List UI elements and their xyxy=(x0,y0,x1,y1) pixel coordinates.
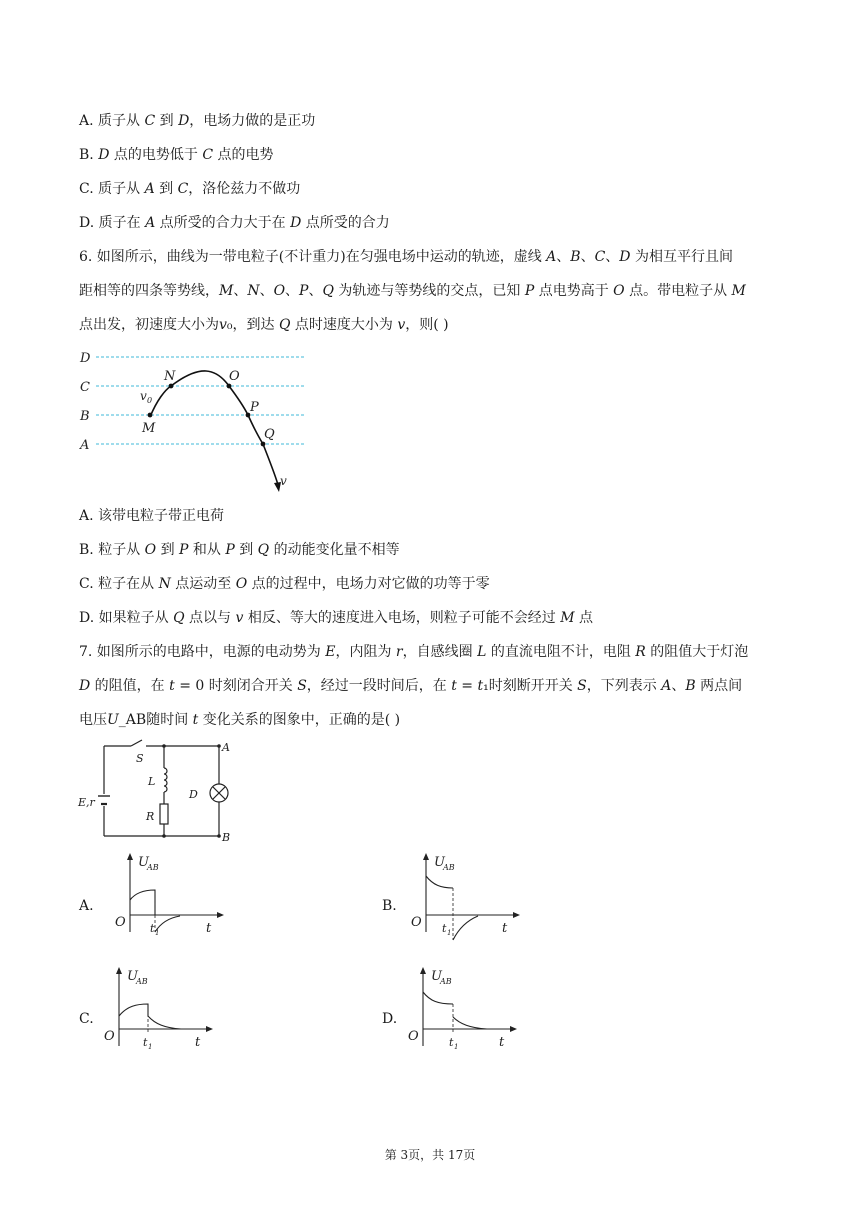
graph-d-u-label: U xyxy=(431,969,442,984)
graph-d-u-sub: AB xyxy=(440,977,452,986)
label-switch-s: S xyxy=(136,752,144,765)
q7-graph-c xyxy=(99,964,219,1056)
graph-a-t1-label: t xyxy=(150,922,155,935)
label-point-q: Q xyxy=(264,427,275,442)
q6-trajectory-figure xyxy=(70,340,310,500)
label-line-b: B xyxy=(80,409,90,424)
q7-stem-line-1: 7. 如图所示的电路中，电源的电动势为 𝐸，内阻为 𝑟，自感线圈 𝐿 的直流电阻不计，电阻 𝑅 的阻值大于灯泡 xyxy=(79,644,749,660)
label-point-p: P xyxy=(250,400,259,415)
q7-stem-line-2: 𝐷 的阻值，在 𝑡 = 0 时刻闭合开关 𝑆，经过一段时间后，在 𝑡 = 𝑡₁时刻断开开关 𝑆，下列表示 𝐴、𝐵 两点间 xyxy=(79,678,743,694)
graph-c-curve-before xyxy=(119,1004,148,1016)
graph-b-curve-after xyxy=(453,916,478,940)
graph-d-curve-after xyxy=(453,1017,487,1029)
q7-graph-d xyxy=(403,964,523,1056)
graph-b-origin: O xyxy=(411,915,422,930)
graph-d-t1-sub: 1 xyxy=(454,1043,459,1051)
q7-graph-a xyxy=(110,850,230,942)
particle-trajectory xyxy=(150,371,278,485)
graph-b-t-label: t xyxy=(502,921,508,936)
q6-option-a: A. 该带电粒子带正电荷 xyxy=(79,508,225,524)
label-point-o: O xyxy=(229,369,240,384)
label-v: v xyxy=(280,474,287,488)
q5-option-d: D. 质子在 𝐴 点所受的合力大于在 𝐷 点所受的合力 xyxy=(79,215,390,231)
graph-a-u-label: U xyxy=(138,855,149,870)
label-point-a: A xyxy=(222,741,230,754)
graph-c-t-label: t xyxy=(195,1035,201,1050)
q5-option-a: A. 质子从 𝐶 到 𝐷，电场力做的是正功 xyxy=(79,113,316,129)
graph-d-origin: O xyxy=(408,1029,419,1044)
graph-b-t1-label: t xyxy=(442,922,447,935)
resistor-r-symbol xyxy=(160,804,168,824)
q6-option-b: B. 粒子从 𝑂 到 𝑃 和从 𝑃 到 𝑄 的动能变化量不相等 xyxy=(79,542,400,558)
q7-option-a-label: A. xyxy=(79,898,94,914)
graph-d-curve-before xyxy=(423,992,453,1004)
point-n xyxy=(169,384,174,389)
q7-option-b-label: B. xyxy=(382,898,397,914)
q6-stem-line-2: 距相等的四条等势线，𝑀、𝑁、𝑂、𝑃、𝑄 为轨迹与等势线的交点，已知 𝑃 点电势高于 𝑂 点。带电粒子从 𝑀 xyxy=(79,283,746,299)
graph-a-curve-before xyxy=(130,890,155,915)
graph-b-t1-sub: 1 xyxy=(447,929,452,937)
label-point-n: N xyxy=(164,369,176,384)
page-footer: 第 3页，共 17页 xyxy=(384,1148,476,1162)
graph-a-t1-sub: 1 xyxy=(155,929,160,937)
graph-c-u-sub: AB xyxy=(136,977,148,986)
q6-option-c: C. 粒子在从 𝑁 点运动至 𝑂 点的过程中，电场力对它做的功等于零 xyxy=(79,576,490,592)
q7-circuit-diagram xyxy=(76,738,236,844)
graph-b-u-label: U xyxy=(434,855,445,870)
q6-stem-line-3: 点出发，初速度大小为𝑣₀，到达 𝑄 点时速度大小为 𝑣，则( ) xyxy=(79,317,449,333)
label-lamp-d: D xyxy=(189,788,198,801)
graph-a-t-label: t xyxy=(206,921,212,936)
graph-c-u-label: U xyxy=(127,969,138,984)
label-line-c: C xyxy=(80,380,90,395)
graph-d-t-label: t xyxy=(499,1035,505,1050)
graph-a-origin: O xyxy=(115,915,126,930)
label-line-a: A xyxy=(80,438,90,453)
q7-graph-b xyxy=(406,850,526,942)
label-resistor-r: R xyxy=(146,810,155,823)
graph-b-curve-before xyxy=(426,876,453,888)
q7-stem-line-3: 电压𝑈_AB随时间 𝑡 变化关系的图象中，正确的是( ) xyxy=(79,712,401,728)
graph-c-curve-after xyxy=(148,1016,181,1029)
q6-option-d: D. 如果粒子从 𝑄 点以与 𝑣 相反、等大的速度进入电场，则粒子可能不会经过 𝑀 点 xyxy=(79,610,594,626)
graph-a-u-sub: AB xyxy=(147,863,159,872)
q5-option-b: B. 𝐷 点的电势低于 𝐶 点的电势 xyxy=(79,147,274,163)
point-m xyxy=(148,413,153,418)
q5-option-c: C. 质子从 𝐴 到 𝐶，洛伦兹力不做功 xyxy=(79,181,301,197)
graph-c-t1-label: t xyxy=(143,1036,148,1049)
label-point-b: B xyxy=(222,831,231,844)
point-q xyxy=(261,442,266,447)
q7-option-d-label: D. xyxy=(382,1011,398,1027)
q6-stem-line-1: 6. 如图所示，曲线为一带电粒子(不计重力)在匀强电场中运动的轨迹，虚线 𝐴、𝐵、𝐶、𝐷 为相互平行且间 xyxy=(79,249,733,265)
graph-c-t1-sub: 1 xyxy=(148,1043,153,1051)
graph-c-origin: O xyxy=(104,1029,115,1044)
label-line-d: D xyxy=(80,351,91,366)
label-point-m: M xyxy=(142,421,156,436)
graph-b-u-sub: AB xyxy=(443,863,455,872)
graph-d-t1-label: t xyxy=(449,1036,454,1049)
label-source-er: E,r xyxy=(78,796,95,809)
label-inductor-l: L xyxy=(148,775,156,788)
point-o xyxy=(227,384,232,389)
label-v0-subscript: 0 xyxy=(147,396,153,405)
label-v0: v xyxy=(140,389,147,403)
q7-option-c-label: C. xyxy=(79,1011,94,1027)
